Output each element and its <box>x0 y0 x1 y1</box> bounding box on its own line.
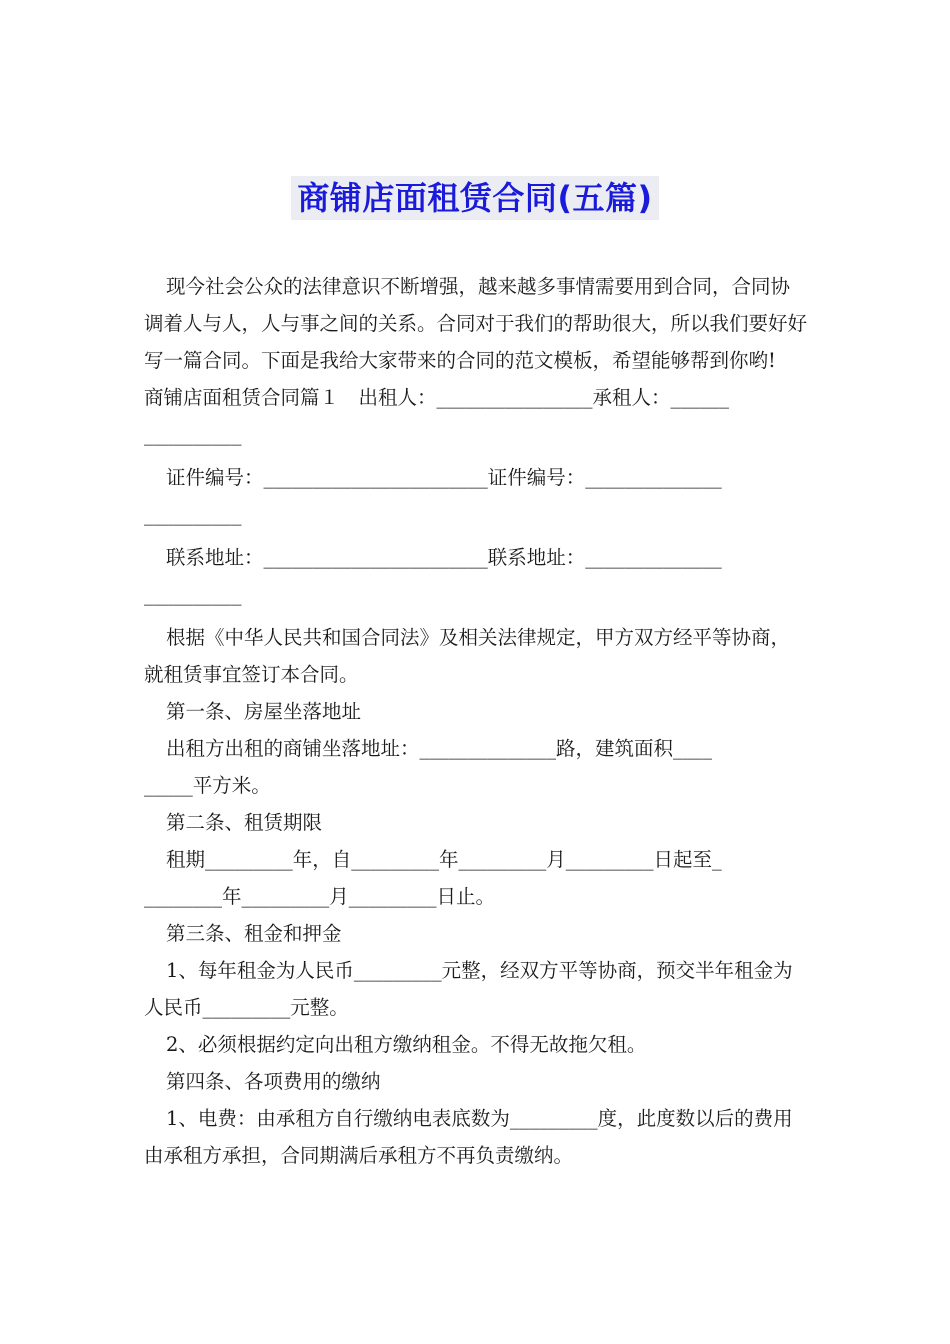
article-2-heading: 第二条、租赁期限 <box>166 811 323 834</box>
title-container <box>0 176 950 220</box>
basis-paragraph: 根据《中华人民共和国合同法》及相关法律规定，甲方双方经平等协商，就租赁事宜签订本合同。 <box>144 626 791 686</box>
article-1-text: 出租方出租的商铺坐落地址：______________路，建筑面积____ <box>166 737 713 760</box>
address-line: 联系地址：_______________________联系地址：______________ <box>166 546 722 569</box>
article-2-text-cont: ________年_________月_________日止。 <box>144 885 496 908</box>
id-number-line: 证件编号：_______________________证件编号：______________ <box>166 466 722 489</box>
article-4-item-1: 1、电费：由承租方自行缴纳电表底数为_________度，此度数以后的费用由承租方承担，合同期满后承租方不再负责缴纳。 <box>144 1107 793 1167</box>
blank-line: __________ <box>144 423 242 446</box>
article-2-text: 租期_________年，自_________年_________月_________日起至_ <box>166 848 722 871</box>
article-3-item-2: 2、必须根据约定向出租方缴纳租金。不得无故拖欠租。 <box>166 1033 647 1056</box>
article-4-heading: 第四条、各项费用的缴纳 <box>166 1070 381 1093</box>
intro-paragraph: 现今社会公众的法律意识不断增强，越来越多事情需要用到合同，合同协调着人与人，人与事之间的关系。合同对于我们的帮助很大，所以我们要好好写一篇合同。下面是我给大家带来的合同的范文模板，希望能够帮到你哟! <box>144 275 808 372</box>
article-3-heading: 第三条、租金和押金 <box>166 922 342 945</box>
article-1-heading: 第一条、房屋坐落地址 <box>166 700 362 723</box>
blank-line: __________ <box>144 503 242 526</box>
document-title: 商铺店面租赁合同(五篇) <box>291 176 658 220</box>
blank-line: __________ <box>144 583 242 606</box>
article-3-item-1: 1、每年租金为人民币_________元整，经双方平等协商，预交半年租金为人民币_________元整。 <box>144 959 793 1019</box>
document-body <box>144 268 809 1174</box>
contract-header-line: 商铺店面租赁合同篇１ 出租人：________________承租人：______ <box>144 386 730 409</box>
article-1-text-cont: _____平方米。 <box>144 774 271 797</box>
